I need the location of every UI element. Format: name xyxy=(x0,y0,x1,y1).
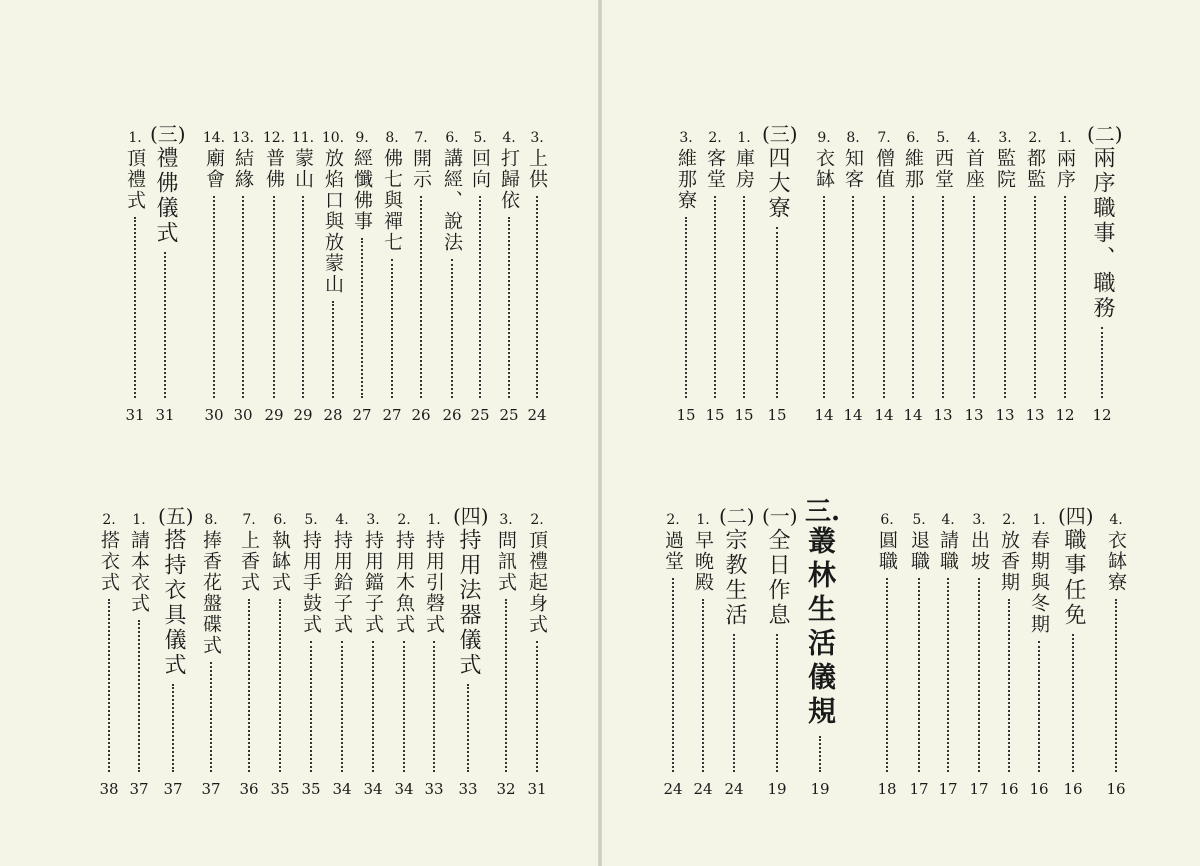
leader-dots xyxy=(947,578,949,772)
toc-entry xyxy=(671,130,701,426)
toc-entry xyxy=(199,130,229,426)
entry-number: 1. xyxy=(696,512,710,528)
leader-dots xyxy=(451,259,453,398)
toc-section-heading xyxy=(453,504,489,800)
entry-page-number: 24 xyxy=(693,780,713,798)
leader-dots xyxy=(433,641,435,772)
entry-title: 放香期 xyxy=(998,530,1020,593)
entry-title: 圓職 xyxy=(876,530,898,572)
leader-dots xyxy=(536,196,538,398)
toc-entry xyxy=(196,512,226,800)
entry-number: 4. xyxy=(502,130,516,146)
entry-page-number: 34 xyxy=(394,780,414,798)
entry-title: 叢林生活儀規 xyxy=(804,526,837,730)
toc-entry xyxy=(959,130,989,426)
leader-dots xyxy=(776,634,778,772)
entry-page-number: 17 xyxy=(909,780,929,798)
entry-title: 退職 xyxy=(908,530,930,572)
toc-section-heading xyxy=(150,122,186,426)
entry-page-number: 34 xyxy=(363,780,383,798)
entry-number: 13. xyxy=(231,130,255,146)
toc-entry xyxy=(347,130,377,426)
toc-entry xyxy=(904,512,934,800)
entry-number: 2. xyxy=(708,130,722,146)
left-page xyxy=(0,0,598,866)
toc-entry xyxy=(964,512,994,800)
leader-dots xyxy=(279,599,281,772)
entry-page-number: 29 xyxy=(293,406,313,424)
entry-number: (五) xyxy=(158,504,194,528)
entry-number: 9. xyxy=(817,130,831,146)
entry-number: 三. xyxy=(805,497,841,527)
entry-number: 1. xyxy=(128,130,142,146)
entry-title: 職事任免 xyxy=(1061,528,1086,628)
entry-page-number: 16 xyxy=(1029,780,1049,798)
entry-number: 8. xyxy=(846,130,860,146)
leader-dots xyxy=(733,634,735,772)
toc-entry xyxy=(1050,130,1080,426)
toc-entry xyxy=(259,130,289,426)
entry-number: 5. xyxy=(936,130,950,146)
toc-entry xyxy=(437,130,467,426)
leader-dots xyxy=(819,736,821,772)
leader-dots xyxy=(134,217,136,398)
leader-dots xyxy=(310,641,312,772)
entry-number: 4. xyxy=(941,512,955,528)
entry-number: 6. xyxy=(880,512,894,528)
toc-entry xyxy=(688,512,718,800)
entry-title: 持用鐺子式 xyxy=(362,530,384,635)
entry-title: 都監 xyxy=(1024,148,1046,190)
entry-page-number: 34 xyxy=(332,780,352,798)
entry-page-number: 29 xyxy=(264,406,284,424)
toc-chapter xyxy=(804,497,841,800)
entry-number: 3. xyxy=(366,512,380,528)
leader-dots xyxy=(172,684,174,772)
entry-title: 經懺佛事 xyxy=(351,148,373,232)
entry-number: 12. xyxy=(262,130,286,146)
entry-title: 庫房 xyxy=(733,148,755,190)
entry-page-number: 19 xyxy=(767,780,787,798)
leader-dots xyxy=(702,599,704,772)
leader-dots xyxy=(823,196,825,398)
toc-entry xyxy=(465,130,495,426)
entry-title: 問訊式 xyxy=(495,530,517,593)
entry-page-number: 14 xyxy=(903,406,923,424)
entry-title: 請職 xyxy=(937,530,959,572)
entry-page-number: 19 xyxy=(810,780,830,798)
toc-entry xyxy=(933,512,963,800)
entry-number: 14. xyxy=(202,130,226,146)
toc-entry xyxy=(124,512,154,800)
entry-title: 頂禮式 xyxy=(124,148,146,211)
leader-dots xyxy=(942,196,944,398)
entry-number: (一) xyxy=(762,504,798,528)
entry-title: 客堂 xyxy=(704,148,726,190)
entry-title: 持用引磬式 xyxy=(423,530,445,635)
entry-title: 捧香花盤碟式 xyxy=(200,530,222,656)
entry-title: 持用鉿子式 xyxy=(331,530,353,635)
toc-entry xyxy=(990,130,1020,426)
entry-title: 放焰口與放蒙山 xyxy=(322,148,344,295)
entry-title: 打歸依 xyxy=(498,148,520,211)
entry-title: 兩序職事、職務 xyxy=(1090,146,1115,321)
entry-title: 全日作息 xyxy=(765,528,790,628)
entry-title: 僧值 xyxy=(873,148,895,190)
toc-entry xyxy=(522,130,552,426)
entry-title: 請本衣式 xyxy=(128,530,150,614)
entry-number: 8. xyxy=(385,130,399,146)
entry-title: 維那寮 xyxy=(675,148,697,211)
entry-title: 禮佛儀式 xyxy=(153,146,178,246)
entry-number: 2. xyxy=(102,512,116,528)
leader-dots xyxy=(852,196,854,398)
entry-title: 普佛 xyxy=(263,148,285,190)
entry-title: 過堂 xyxy=(662,530,684,572)
entry-number: 2. xyxy=(1028,130,1042,146)
leader-dots xyxy=(685,217,687,398)
entry-title: 春期與冬期 xyxy=(1028,530,1050,635)
entry-page-number: 18 xyxy=(877,780,897,798)
leader-dots xyxy=(886,578,888,772)
entry-number: 3. xyxy=(679,130,693,146)
toc-entry xyxy=(928,130,958,426)
entry-title: 宗教生活 xyxy=(722,528,747,628)
entry-title: 回向 xyxy=(469,148,491,190)
entry-number: 4. xyxy=(1109,512,1123,528)
toc-entry xyxy=(658,512,688,800)
leader-dots xyxy=(973,196,975,398)
toc-section-heading xyxy=(1058,504,1094,800)
entry-title: 首座 xyxy=(963,148,985,190)
toc-entry xyxy=(494,130,524,426)
entry-page-number: 38 xyxy=(99,780,119,798)
entry-page-number: 24 xyxy=(724,780,744,798)
entry-number: 7. xyxy=(414,130,428,146)
entry-page-number: 27 xyxy=(382,406,402,424)
toc-entry xyxy=(419,512,449,800)
toc-entry xyxy=(120,130,150,426)
entry-page-number: 14 xyxy=(843,406,863,424)
entry-title: 廟會 xyxy=(203,148,225,190)
toc-entry xyxy=(838,130,868,426)
entry-page-number: 35 xyxy=(270,780,290,798)
entry-page-number: 25 xyxy=(499,406,519,424)
leader-dots xyxy=(1101,327,1103,398)
entry-page-number: 28 xyxy=(323,406,343,424)
leader-dots xyxy=(210,662,212,772)
entry-number: 4. xyxy=(335,512,349,528)
leader-dots xyxy=(508,217,510,398)
leader-dots xyxy=(273,196,275,398)
leader-dots xyxy=(536,641,538,772)
leader-dots xyxy=(505,599,507,772)
entry-page-number: 33 xyxy=(458,780,478,798)
toc-entry xyxy=(234,512,264,800)
leader-dots xyxy=(138,620,140,772)
leader-dots xyxy=(1034,196,1036,398)
entry-page-number: 31 xyxy=(125,406,145,424)
toc-entry xyxy=(994,512,1024,800)
entry-number: 6. xyxy=(273,512,287,528)
toc-section-heading xyxy=(762,122,798,426)
entry-title: 衣缽 xyxy=(813,148,835,190)
entry-page-number: 13 xyxy=(1025,406,1045,424)
entry-page-number: 36 xyxy=(239,780,259,798)
entry-page-number: 16 xyxy=(1106,780,1126,798)
toc-entry xyxy=(228,130,258,426)
entry-page-number: 37 xyxy=(129,780,149,798)
toc-entry xyxy=(265,512,295,800)
entry-number: 1. xyxy=(132,512,146,528)
toc-entry xyxy=(318,130,348,426)
toc-section-heading xyxy=(158,504,194,800)
toc-entry xyxy=(1101,512,1131,800)
toc-entry xyxy=(522,512,552,800)
entry-page-number: 15 xyxy=(676,406,696,424)
entry-title: 早晚殿 xyxy=(692,530,714,593)
entry-number: 7. xyxy=(242,512,256,528)
entry-page-number: 26 xyxy=(442,406,462,424)
leader-dots xyxy=(164,252,166,398)
leader-dots xyxy=(1008,599,1010,772)
toc-entry xyxy=(809,130,839,426)
entry-number: 8. xyxy=(204,512,218,528)
entry-title: 四大寮 xyxy=(765,146,790,221)
entry-title: 衣缽寮 xyxy=(1105,530,1127,593)
entry-number: 5. xyxy=(473,130,487,146)
leader-dots xyxy=(672,578,674,772)
toc-entry xyxy=(94,512,124,800)
entry-number: (三) xyxy=(150,122,186,146)
entry-title: 佛七與禪七 xyxy=(381,148,403,253)
entry-page-number: 24 xyxy=(663,780,683,798)
entry-title: 搭持衣具儀式 xyxy=(161,528,186,678)
entry-page-number: 15 xyxy=(767,406,787,424)
entry-page-number: 17 xyxy=(938,780,958,798)
leader-dots xyxy=(403,641,405,772)
entry-number: (四) xyxy=(453,504,489,528)
entry-page-number: 13 xyxy=(995,406,1015,424)
entry-page-number: 12 xyxy=(1055,406,1075,424)
entry-number: 11. xyxy=(291,130,315,146)
entry-number: 2. xyxy=(397,512,411,528)
right-page xyxy=(602,0,1200,866)
entry-title: 知客 xyxy=(842,148,864,190)
entry-page-number: 31 xyxy=(527,780,547,798)
toc-entry xyxy=(729,130,759,426)
entry-page-number: 14 xyxy=(814,406,834,424)
toc-entry xyxy=(406,130,436,426)
entry-title: 結緣 xyxy=(232,148,254,190)
entry-title: 監院 xyxy=(994,148,1016,190)
leader-dots xyxy=(883,196,885,398)
entry-page-number: 14 xyxy=(874,406,894,424)
entry-number: 9. xyxy=(355,130,369,146)
leader-dots xyxy=(714,196,716,398)
entry-number: 7. xyxy=(877,130,891,146)
toc-section-heading xyxy=(762,504,798,800)
entry-number: 3. xyxy=(499,512,513,528)
entry-page-number: 16 xyxy=(999,780,1019,798)
entry-page-number: 30 xyxy=(204,406,224,424)
entry-title: 上供 xyxy=(526,148,548,190)
leader-dots xyxy=(372,641,374,772)
entry-page-number: 13 xyxy=(964,406,984,424)
toc-entry xyxy=(389,512,419,800)
entry-page-number: 15 xyxy=(734,406,754,424)
leader-dots xyxy=(918,578,920,772)
entry-title: 講經、說法 xyxy=(441,148,463,253)
toc-entry xyxy=(327,512,357,800)
leader-dots xyxy=(302,196,304,398)
entry-page-number: 30 xyxy=(233,406,253,424)
leader-dots xyxy=(108,599,110,772)
toc-entry xyxy=(288,130,318,426)
entry-title: 搭衣式 xyxy=(98,530,120,593)
leader-dots xyxy=(1004,196,1006,398)
entry-number: 1. xyxy=(737,130,751,146)
entry-title: 持用木魚式 xyxy=(393,530,415,635)
entry-page-number: 12 xyxy=(1092,406,1112,424)
toc-section-heading xyxy=(719,504,755,800)
leader-dots xyxy=(332,301,334,398)
entry-title: 出坡 xyxy=(968,530,990,572)
entry-title: 蒙山 xyxy=(292,148,314,190)
entry-title: 執缽式 xyxy=(269,530,291,593)
leader-dots xyxy=(341,641,343,772)
toc-entry xyxy=(491,512,521,800)
entry-number: 10. xyxy=(321,130,345,146)
leader-dots xyxy=(1064,196,1066,398)
entry-page-number: 35 xyxy=(301,780,321,798)
leader-dots xyxy=(242,196,244,398)
entry-title: 持用法器儀式 xyxy=(456,528,481,678)
entry-number: (二) xyxy=(1087,122,1123,146)
entry-page-number: 33 xyxy=(424,780,444,798)
leader-dots xyxy=(467,684,469,772)
entry-number: 6. xyxy=(445,130,459,146)
entry-page-number: 15 xyxy=(705,406,725,424)
entry-number: 5. xyxy=(912,512,926,528)
leader-dots xyxy=(248,599,250,772)
entry-page-number: 26 xyxy=(411,406,431,424)
entry-number: 2. xyxy=(666,512,680,528)
entry-page-number: 13 xyxy=(933,406,953,424)
entry-number: 6. xyxy=(906,130,920,146)
entry-number: 1. xyxy=(1058,130,1072,146)
leader-dots xyxy=(1038,641,1040,772)
entry-number: (三) xyxy=(762,122,798,146)
toc-entry xyxy=(296,512,326,800)
entry-page-number: 37 xyxy=(201,780,221,798)
toc-section-heading xyxy=(1087,122,1123,426)
leader-dots xyxy=(978,578,980,772)
leader-dots xyxy=(213,196,215,398)
entry-number: 2. xyxy=(530,512,544,528)
toc-entry xyxy=(700,130,730,426)
entry-title: 持用手鼓式 xyxy=(300,530,322,635)
entry-number: 5. xyxy=(304,512,318,528)
toc-entry xyxy=(869,130,899,426)
entry-number: 1. xyxy=(1032,512,1046,528)
toc-entry xyxy=(377,130,407,426)
leader-dots xyxy=(420,196,422,398)
entry-number: 3. xyxy=(998,130,1012,146)
leader-dots xyxy=(1115,599,1117,772)
entry-page-number: 31 xyxy=(155,406,175,424)
toc-entry xyxy=(358,512,388,800)
entry-page-number: 24 xyxy=(527,406,547,424)
entry-page-number: 17 xyxy=(969,780,989,798)
entry-page-number: 16 xyxy=(1063,780,1083,798)
entry-number: (四) xyxy=(1058,504,1094,528)
entry-title: 維那 xyxy=(902,148,924,190)
leader-dots xyxy=(912,196,914,398)
entry-number: 2. xyxy=(1002,512,1016,528)
leader-dots xyxy=(361,238,363,398)
leader-dots xyxy=(776,227,778,398)
entry-title: 上香式 xyxy=(238,530,260,593)
entry-title: 兩序 xyxy=(1054,148,1076,190)
entry-number: (二) xyxy=(719,504,755,528)
entry-number: 4. xyxy=(967,130,981,146)
leader-dots xyxy=(1072,634,1074,772)
toc-entry xyxy=(872,512,902,800)
entry-page-number: 37 xyxy=(163,780,183,798)
entry-page-number: 27 xyxy=(352,406,372,424)
leader-dots xyxy=(743,196,745,398)
entry-title: 西堂 xyxy=(932,148,954,190)
toc-entry xyxy=(1020,130,1050,426)
entry-title: 頂禮起身式 xyxy=(526,530,548,635)
entry-number: 3. xyxy=(972,512,986,528)
leader-dots xyxy=(391,259,393,398)
entry-page-number: 32 xyxy=(496,780,516,798)
toc-entry xyxy=(898,130,928,426)
entry-number: 3. xyxy=(530,130,544,146)
entry-page-number: 25 xyxy=(470,406,490,424)
entry-number: 1. xyxy=(427,512,441,528)
entry-title: 開示 xyxy=(410,148,432,190)
toc-entry xyxy=(1024,512,1054,800)
leader-dots xyxy=(479,196,481,398)
